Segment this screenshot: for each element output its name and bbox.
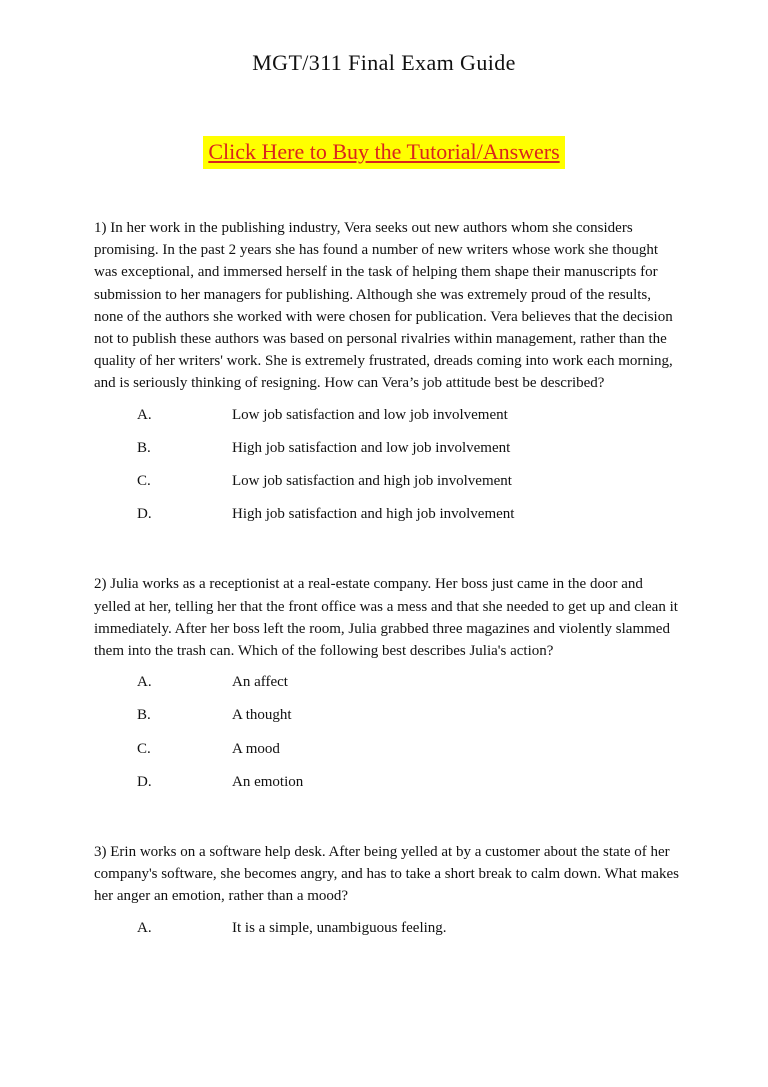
option-text: A mood [232, 740, 280, 757]
option-letter: D. [137, 773, 152, 790]
option-text: Low job satisfaction and high job involvement [232, 473, 512, 490]
option-letter: C. [137, 473, 151, 490]
question-3-options [94, 917, 682, 939]
option-text: An affect [232, 674, 288, 691]
question-2-option-c [137, 738, 682, 760]
option-letter: B. [137, 707, 151, 724]
question-3-option-a [137, 917, 682, 939]
question-1-option-c [137, 470, 682, 492]
question-1 [94, 217, 682, 525]
option-text: High job satisfaction and high job involvement [232, 506, 515, 523]
question-2 [94, 573, 682, 793]
option-letter: A. [137, 919, 152, 936]
question-2-text: 2) Julia works as a receptionist at a real-estate company. Her boss just came in the door and yelled at her, telling her that the front office was a mess and that she needed to get up and clean it immediately. After her boss left the room, Julia grabbed three magazines and violently slammed them into the trash can. Which of the following best describes Julia's action? [94, 576, 678, 660]
question-1-options [94, 404, 682, 526]
option-letter: B. [137, 439, 151, 456]
option-letter: C. [137, 740, 151, 757]
option-text: A thought [232, 707, 292, 724]
page-title: MGT/311 Final Exam Guide [252, 50, 516, 75]
option-text: It is a simple, unambiguous feeling. [232, 919, 447, 936]
option-letter: A. [137, 674, 152, 691]
question-3-text: 3) Erin works on a software help desk. After being yelled at by a customer about the state of her company's software, she becomes angry, and has to take a short break to calm down. What makes her anger an emotion, rather than a mood? [94, 844, 680, 905]
question-1-option-a [137, 404, 682, 426]
option-letter: D. [137, 506, 152, 523]
question-3 [94, 841, 682, 939]
question-2-option-a [137, 671, 682, 693]
question-1-option-d [137, 503, 682, 525]
questions-section [0, 169, 768, 939]
question-2-option-b [137, 704, 682, 726]
buy-link-row [0, 136, 768, 169]
question-1-text: 1) In her work in the publishing industry, Vera seeks out new authors whom she considers promising. In the past 2 years she has found a number of new writers whose work she thought was exceptional, and immersed herself in the task of helping them shape their manuscripts for submission to her managers for publishing. Although she was extremely proud of the results, none of the authors she worked with were chosen for publication. Vera believes that the decision not to publish these authors was based on personal rivalries within management, rather than the quality of her writers' work. She is extremely frustrated, dreads coming into work each morning, and is seriously thinking of resigning. How can Vera’s job attitude best be described? [94, 220, 673, 392]
buy-tutorial-link[interactable]: Click Here to Buy the Tutorial/Answers [203, 136, 564, 169]
option-text: Low job satisfaction and low job involvement [232, 406, 508, 423]
option-text: High job satisfaction and low job involvement [232, 439, 511, 456]
question-2-options [94, 671, 682, 793]
question-1-option-b [137, 437, 682, 459]
question-2-option-d [137, 771, 682, 793]
option-letter: A. [137, 406, 152, 423]
option-text: An emotion [232, 773, 304, 790]
